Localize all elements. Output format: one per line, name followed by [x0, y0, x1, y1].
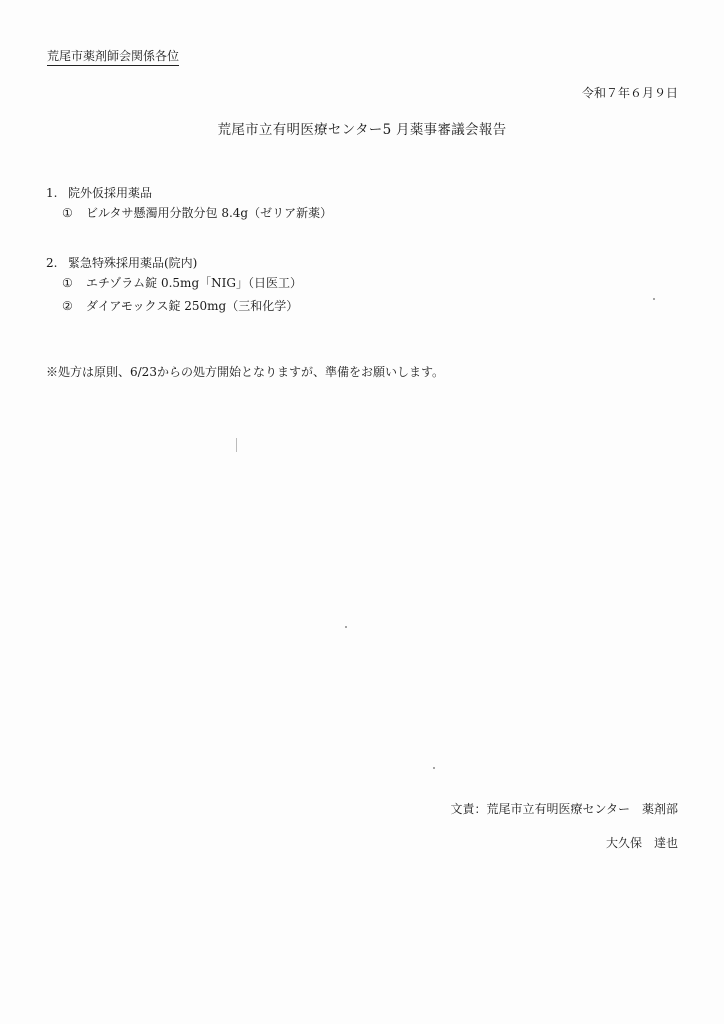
item-text: ダイアモックス錠 250mg（三和化学） [86, 299, 299, 313]
item-text: ビルタサ懸濁用分散分包 8.4g（ゼリア新薬） [86, 206, 333, 220]
section-heading [46, 184, 332, 202]
responsible-department: 文責：荒尾市立有明医療センター 薬剤部 [450, 802, 678, 816]
note: ※処方は原則、6/23からの処方開始となりますが、準備をお願いします。 [46, 365, 444, 379]
signatory-name: 大久保 達也 [605, 836, 678, 850]
item-text: エチゾラム錠 0.5mg「NIG」（日医工） [86, 276, 302, 290]
scan-speck [236, 438, 237, 452]
section-number: 2. [46, 256, 58, 270]
item-marker: ② [62, 299, 73, 313]
section-heading-text: 緊急特殊採用薬品(院内) [68, 256, 198, 270]
document-title: 荒尾市立有明医療センター5 月薬事審議会報告 [217, 122, 507, 138]
section-outpatient-drugs [46, 184, 332, 225]
section-heading-text: 院外仮採用薬品 [68, 186, 153, 200]
list-item [46, 295, 302, 318]
addressee: 荒尾市薬剤師会関係各位 [47, 48, 179, 66]
scan-speck [653, 298, 655, 300]
section-emergency-drugs [46, 254, 302, 318]
section-heading [46, 254, 302, 272]
scan-speck [345, 626, 347, 628]
item-marker: ① [62, 276, 73, 290]
list-item [46, 272, 302, 295]
item-marker: ① [62, 206, 73, 220]
document-date: 令和７年６月９日 [581, 86, 678, 100]
section-number: 1. [46, 186, 58, 200]
scan-speck [433, 767, 435, 769]
list-item [46, 202, 332, 225]
